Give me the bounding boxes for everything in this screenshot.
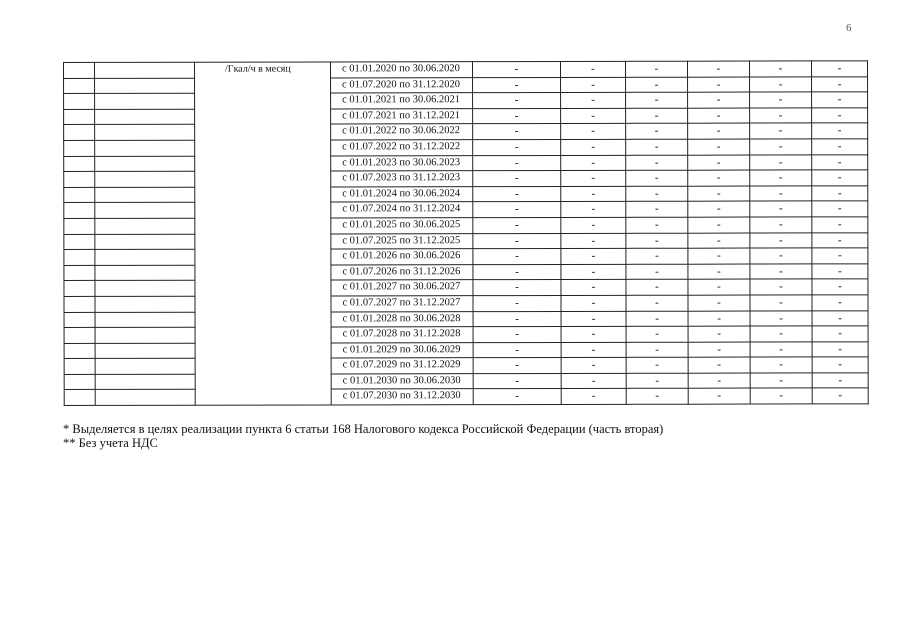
value-cell: -: [750, 186, 812, 202]
row-number-cell: [64, 156, 95, 172]
value-cell: -: [812, 217, 868, 233]
value-cell: -: [688, 248, 750, 264]
row-number-cell: [64, 140, 95, 156]
category-cell: [95, 187, 195, 203]
value-cell: -: [561, 108, 626, 124]
value-cell: -: [473, 295, 561, 311]
period-cell: с 01.07.2029 по 31.12.2029: [331, 358, 473, 374]
value-cell: -: [750, 108, 812, 124]
value-cell: -: [688, 108, 750, 124]
value-cell: -: [626, 202, 688, 218]
value-cell: -: [561, 139, 626, 155]
value-cell: -: [812, 248, 868, 264]
value-cell: -: [626, 248, 688, 264]
value-cell: -: [473, 186, 561, 202]
period-cell: с 01.07.2028 по 31.12.2028: [331, 327, 473, 343]
category-cell: [95, 78, 195, 94]
value-cell: -: [812, 232, 868, 248]
period-cell: с 01.07.2021 по 31.12.2021: [331, 108, 473, 124]
row-number-cell: [64, 78, 95, 94]
value-cell: -: [473, 264, 561, 280]
value-cell: -: [561, 155, 626, 171]
value-cell: -: [688, 186, 750, 202]
value-cell: -: [473, 108, 561, 124]
period-cell: с 01.01.2029 по 30.06.2029: [331, 342, 473, 358]
value-cell: -: [626, 389, 688, 405]
table-row: [64, 373, 868, 390]
value-cell: -: [626, 233, 688, 249]
value-cell: -: [473, 202, 561, 218]
row-number-cell: [64, 343, 95, 359]
value-cell: -: [750, 326, 812, 342]
value-cell: -: [750, 123, 812, 139]
period-cell: с 01.07.2026 по 31.12.2026: [331, 264, 473, 280]
value-cell: -: [626, 92, 688, 108]
value-cell: -: [750, 201, 812, 217]
row-number-cell: [64, 390, 95, 406]
category-cell: [95, 218, 195, 234]
value-cell: -: [626, 170, 688, 186]
period-cell: с 01.01.2024 по 30.06.2024: [331, 186, 473, 202]
table-row: [64, 154, 868, 171]
value-cell: -: [625, 61, 687, 77]
unit-cell: /Гкал/ч в месяц: [195, 62, 332, 405]
row-number-cell: [64, 265, 95, 281]
category-cell: [95, 359, 195, 375]
value-cell: -: [626, 124, 688, 140]
value-cell: -: [561, 295, 626, 311]
value-cell: -: [561, 373, 626, 389]
value-cell: -: [750, 77, 812, 93]
footnote-vat-allocation: * Выделяется в целях реализации пункта 6 статьи 168 Налогового кодекса Российской Федерации (часть вторая): [63, 422, 664, 436]
period-cell: с 01.01.2030 по 30.06.2030: [331, 374, 473, 390]
value-cell: -: [750, 264, 812, 280]
row-number-cell: [64, 187, 95, 203]
value-cell: -: [812, 310, 868, 326]
value-cell: -: [811, 61, 867, 77]
row-number-cell: [64, 374, 95, 390]
row-number-cell: [64, 234, 95, 250]
table-row: [64, 279, 868, 296]
category-cell: [95, 281, 195, 297]
value-cell: -: [688, 139, 750, 155]
value-cell: -: [812, 139, 868, 155]
row-number-cell: [64, 62, 95, 78]
value-cell: -: [473, 77, 561, 93]
period-cell: с 01.01.2022 по 30.06.2022: [331, 124, 473, 140]
value-cell: -: [688, 233, 750, 249]
table-row: [64, 326, 868, 343]
period-cell: с 01.01.2021 по 30.06.2021: [331, 93, 473, 109]
value-cell: -: [561, 264, 626, 280]
category-cell: [95, 327, 195, 343]
category-cell: [95, 109, 195, 125]
value-cell: -: [473, 233, 561, 249]
value-cell: -: [812, 201, 868, 217]
value-cell: -: [749, 61, 811, 77]
table-row: [64, 139, 868, 156]
value-cell: -: [812, 170, 868, 186]
row-number-cell: [64, 296, 95, 312]
value-cell: -: [561, 358, 626, 374]
value-cell: -: [688, 311, 750, 327]
category-cell: [95, 125, 195, 141]
value-cell: -: [812, 357, 868, 373]
period-cell: с 01.07.2027 по 31.12.2027: [331, 296, 473, 312]
value-cell: -: [561, 233, 626, 249]
category-cell: [95, 296, 195, 312]
value-cell: -: [626, 295, 688, 311]
table-row: [64, 232, 868, 249]
category-cell: [95, 62, 195, 78]
row-number-cell: [64, 359, 95, 375]
table-row: [64, 295, 868, 312]
period-cell: с 01.07.2020 по 31.12.2020: [331, 77, 473, 93]
table-row: [64, 170, 868, 187]
table-row: [64, 310, 868, 327]
period-cell: с 01.01.2020 по 30.06.2020: [331, 62, 473, 78]
table-row: [64, 76, 868, 93]
value-cell: -: [473, 373, 561, 389]
row-number-cell: [64, 328, 95, 344]
period-cell: с 01.01.2027 по 30.06.2027: [331, 280, 473, 296]
value-cell: -: [812, 295, 868, 311]
page-number: 6: [846, 22, 852, 34]
table-row: [64, 357, 868, 374]
value-cell: -: [688, 92, 750, 108]
period-cell: с 01.01.2026 по 30.06.2026: [331, 249, 473, 265]
value-cell: -: [688, 123, 750, 139]
value-cell: -: [812, 76, 868, 92]
value-cell: -: [750, 170, 812, 186]
value-cell: -: [561, 186, 626, 202]
value-cell: -: [688, 295, 750, 311]
period-cell: с 01.07.2023 по 31.12.2023: [331, 171, 473, 187]
period-cell: с 01.01.2028 по 30.06.2028: [331, 311, 473, 327]
value-cell: -: [750, 388, 812, 404]
value-cell: -: [812, 279, 868, 295]
table-row: [64, 186, 868, 203]
value-cell: -: [473, 61, 561, 77]
value-cell: -: [473, 139, 561, 155]
value-cell: -: [473, 171, 561, 187]
period-cell: с 01.07.2024 по 31.12.2024: [331, 202, 473, 218]
value-cell: -: [812, 264, 868, 280]
category-cell: [95, 171, 195, 187]
value-cell: -: [561, 389, 626, 405]
row-number-cell: [64, 312, 95, 328]
row-number-cell: [64, 218, 95, 234]
value-cell: -: [473, 249, 561, 265]
category-cell: [95, 265, 195, 281]
value-cell: -: [688, 77, 750, 93]
table-row: [64, 92, 868, 109]
value-cell: -: [688, 357, 750, 373]
table-row: [64, 264, 868, 281]
category-cell: [95, 203, 195, 219]
value-cell: -: [473, 358, 561, 374]
value-cell: -: [473, 280, 561, 296]
value-cell: -: [688, 170, 750, 186]
value-cell: -: [561, 342, 626, 358]
period-cell: с 01.07.2025 по 31.12.2025: [331, 233, 473, 249]
table-row: [64, 388, 868, 405]
value-cell: -: [812, 326, 868, 342]
table-row: [64, 201, 868, 218]
value-cell: -: [626, 186, 688, 202]
period-cell: с 01.07.2030 по 31.12.2030: [331, 389, 473, 405]
value-cell: -: [688, 201, 750, 217]
table-body: [64, 61, 869, 406]
value-cell: -: [561, 77, 626, 93]
row-number-cell: [64, 125, 95, 141]
value-cell: -: [688, 342, 750, 358]
value-cell: -: [812, 154, 868, 170]
table-row: [64, 342, 868, 359]
value-cell: -: [812, 342, 868, 358]
value-cell: -: [473, 311, 561, 327]
category-cell: [95, 156, 195, 172]
row-number-cell: [64, 109, 95, 125]
category-cell: [95, 343, 195, 359]
value-cell: -: [561, 280, 626, 296]
value-cell: -: [750, 342, 812, 358]
value-cell: -: [750, 357, 812, 373]
tariff-table: [63, 60, 869, 406]
value-cell: -: [626, 217, 688, 233]
value-cell: -: [473, 155, 561, 171]
value-cell: -: [688, 279, 750, 295]
value-cell: -: [688, 155, 750, 171]
value-cell: -: [473, 93, 561, 109]
period-cell: с 01.01.2023 по 30.06.2023: [331, 155, 473, 171]
value-cell: -: [561, 248, 626, 264]
value-cell: -: [561, 124, 626, 140]
value-cell: -: [626, 342, 688, 358]
value-cell: -: [750, 373, 812, 389]
value-cell: -: [812, 388, 868, 404]
value-cell: -: [750, 232, 812, 248]
value-cell: -: [812, 123, 868, 139]
value-cell: -: [812, 373, 868, 389]
value-cell: -: [688, 264, 750, 280]
value-cell: -: [626, 77, 688, 93]
value-cell: -: [473, 217, 561, 233]
row-number-cell: [64, 94, 95, 110]
category-cell: [95, 140, 195, 156]
footnotes: [63, 422, 663, 450]
value-cell: -: [473, 389, 561, 405]
value-cell: -: [561, 326, 626, 342]
category-cell: [95, 374, 195, 390]
value-cell: -: [750, 154, 812, 170]
value-cell: -: [750, 139, 812, 155]
row-number-cell: [64, 203, 95, 219]
value-cell: -: [626, 139, 688, 155]
value-cell: -: [626, 311, 688, 327]
value-cell: -: [626, 280, 688, 296]
period-cell: с 01.07.2022 по 31.12.2022: [331, 140, 473, 156]
value-cell: -: [561, 217, 626, 233]
value-cell: -: [750, 310, 812, 326]
category-cell: [95, 312, 195, 328]
value-cell: -: [750, 92, 812, 108]
table-row: [64, 61, 868, 78]
value-cell: -: [626, 357, 688, 373]
value-cell: -: [812, 186, 868, 202]
value-cell: -: [626, 264, 688, 280]
value-cell: -: [812, 92, 868, 108]
value-cell: -: [688, 373, 750, 389]
value-cell: -: [626, 326, 688, 342]
category-cell: [95, 390, 195, 406]
period-cell: с 01.01.2025 по 30.06.2025: [331, 218, 473, 234]
category-cell: [95, 234, 195, 250]
value-cell: -: [473, 124, 561, 140]
value-cell: -: [561, 311, 626, 327]
value-cell: -: [812, 108, 868, 124]
table-row: [64, 217, 868, 234]
value-cell: -: [688, 217, 750, 233]
row-number-cell: [64, 281, 95, 297]
row-number-cell: [64, 250, 95, 266]
value-cell: -: [750, 217, 812, 233]
value-cell: -: [561, 202, 626, 218]
value-cell: -: [473, 342, 561, 358]
category-cell: [95, 249, 195, 265]
value-cell: -: [473, 327, 561, 343]
value-cell: -: [626, 155, 688, 171]
table-row: [64, 123, 868, 140]
value-cell: -: [750, 295, 812, 311]
value-cell: -: [626, 108, 688, 124]
value-cell: -: [561, 170, 626, 186]
category-cell: [95, 93, 195, 109]
value-cell: -: [750, 248, 812, 264]
value-cell: -: [561, 93, 626, 109]
table-row: [64, 248, 868, 265]
value-cell: -: [688, 326, 750, 342]
row-number-cell: [64, 172, 95, 188]
value-cell: -: [560, 61, 625, 77]
table-row: [64, 108, 868, 125]
value-cell: -: [687, 61, 749, 77]
value-cell: -: [688, 389, 750, 405]
value-cell: -: [626, 373, 688, 389]
footnote-excluding-vat: ** Без учета НДС: [63, 436, 158, 450]
value-cell: -: [750, 279, 812, 295]
